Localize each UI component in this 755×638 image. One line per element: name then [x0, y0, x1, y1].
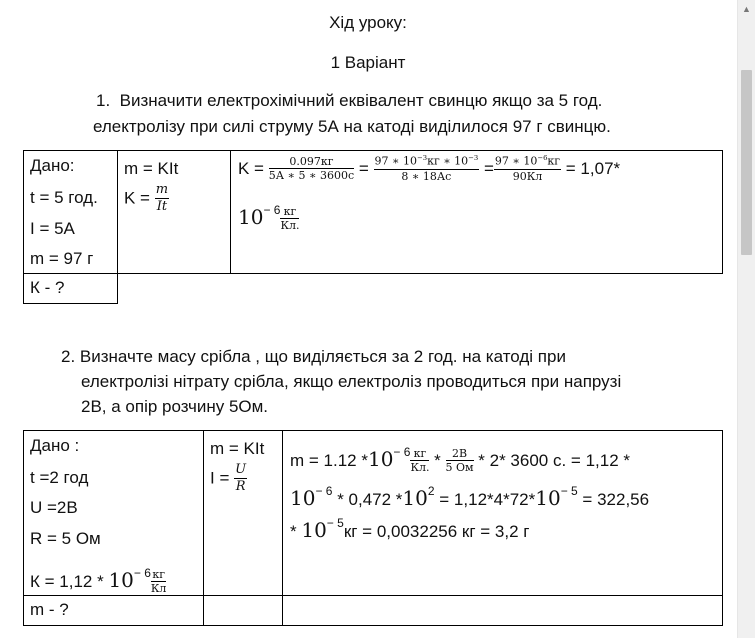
fraction-denominator: 5 Ом: [445, 461, 474, 475]
task2-table: [23, 430, 723, 626]
fraction-kg-kl: [280, 206, 299, 233]
fraction-denominator: 8 ∗ 18Ас: [401, 169, 452, 183]
task1-find-cell: [24, 274, 118, 304]
fraction-step2: [374, 155, 480, 183]
task1-given-cell: [24, 151, 118, 274]
given-time: t =2 год: [30, 468, 89, 487]
task1-formula-cell: [118, 151, 231, 274]
solution-line3: * $10^{- 5}кг = 0,0032256$ кг = 3,2 г: [290, 516, 530, 542]
fraction-numerator: 97 ∗ $10^{-6}кг$: [494, 154, 561, 169]
task2-solution-cell: [283, 431, 723, 596]
fraction-denominator: Кл.: [280, 219, 300, 233]
formula-i: I = $\frac{U}{R}$: [210, 462, 247, 494]
fraction-numerator: кг: [152, 567, 165, 581]
given-voltage: U =2B: [30, 498, 78, 517]
given-time: t = 5 год.: [30, 188, 98, 207]
task1-solution-cell: [231, 151, 723, 274]
fraction-m-it: [155, 183, 169, 215]
given-mass: m = 97 г: [30, 249, 94, 268]
fraction-numerator: кг: [280, 206, 299, 220]
solution-result: = 1,07*: [565, 159, 621, 178]
task1-table: [23, 150, 723, 304]
fraction-u-r: [234, 463, 247, 495]
find-label: m - ?: [30, 600, 69, 619]
fraction-numerator: m: [155, 182, 169, 197]
fraction-denominator: Кл: [150, 582, 167, 596]
fraction-kg-kl: [151, 569, 167, 596]
formula-k-prefix: K =: [124, 188, 155, 208]
find-label: К - ?: [30, 278, 65, 297]
lesson-heading: Хід уроку:: [329, 13, 407, 32]
given-resistance: R = 5 Ом: [30, 529, 101, 548]
fraction-denominator: R: [235, 478, 246, 494]
solution-line1: m = 1.12 $*10^{- 6}$ $\frac{кг}{Кл.}$ * $\frac{2В}{5 Ом}$ * 2* 3600 с. = 1,12 *: [290, 445, 630, 475]
solution-line1: K = $\frac{0.097кг}{5А ∗ 5 ∗ 3600с}$ = $\frac{97 ∗ 10^{-3}кг ∗ 10^{-3}}{8 ∗ 18Ас}$ = $\frac{97 ∗ 10^{-6}кг}{90Кл}$ = 1,07*: [238, 154, 621, 183]
given-k: $К = 1,12 * 10^{- 6}$ $\frac{кг}{Кл}$: [30, 566, 167, 596]
task2-empty-cell: [204, 596, 283, 626]
task2-text-line2: електролізі нітрату срібла, якщо електроліз проводиться при напрузі: [81, 372, 622, 391]
formula-mkit: m = KIt: [124, 159, 179, 178]
fraction-denominator: Кл.: [410, 461, 430, 475]
given-label: Дано :: [30, 436, 80, 455]
task2-text-line1: 2. Визначте масу срібла , що виділяється за 2 год. на катоді при: [61, 347, 566, 366]
solution-prefix: K =: [238, 159, 269, 178]
fraction-numerator: 97 ∗ $10^{-3}кг$ ∗ $10^{-3}$: [374, 154, 479, 169]
fraction-step3: [494, 155, 561, 183]
fraction-denominator: It: [156, 198, 168, 214]
task1-text-line1: 1. Визначити електрохімічний еквівалент свинцю якщо за 5 год.: [96, 91, 603, 110]
fraction-numerator: 0.097кг: [269, 156, 354, 170]
fraction-kg-kl: [410, 448, 429, 475]
given-label: Дано:: [30, 156, 75, 175]
scroll-up-arrow-icon[interactable]: ▲: [742, 4, 751, 14]
variant-title: 1 Варіант: [330, 53, 406, 72]
vertical-scrollbar[interactable]: [737, 0, 755, 638]
fraction-2v-5om: [446, 448, 474, 475]
fraction-numerator: кг: [410, 448, 429, 462]
fraction-step1: [269, 156, 354, 183]
scrollbar-thumb[interactable]: [741, 70, 752, 255]
task2-given-cell: [24, 431, 204, 596]
formula-k: [124, 183, 169, 215]
fraction-denominator: 90Кл: [512, 169, 543, 183]
task2-text-line3: 2В, а опір розчину 5Ом.: [81, 397, 269, 416]
fraction-numerator: 2В: [446, 448, 474, 462]
task2-formula-cell: [204, 431, 283, 596]
solution-line2: $10^{- 6}$ $\frac{кг}{Кл.}$: [238, 203, 300, 233]
formula-mkit: m = KIt: [210, 439, 265, 458]
fraction-denominator: 5А ∗ 5 ∗ 3600с: [268, 169, 355, 183]
fraction-numerator: U: [235, 462, 247, 477]
task2-empty-cell: [283, 596, 723, 626]
solution-line2: $10^{- 6} * 0,472$ $*10^2 = 1,12*4*72*10^{- 5} = 322,56$: [290, 484, 650, 510]
given-current: I = 5A: [30, 219, 75, 238]
task1-text-line2: електролізу при силі струму 5А на катоді виділилося 97 г свинцю.: [93, 117, 611, 136]
